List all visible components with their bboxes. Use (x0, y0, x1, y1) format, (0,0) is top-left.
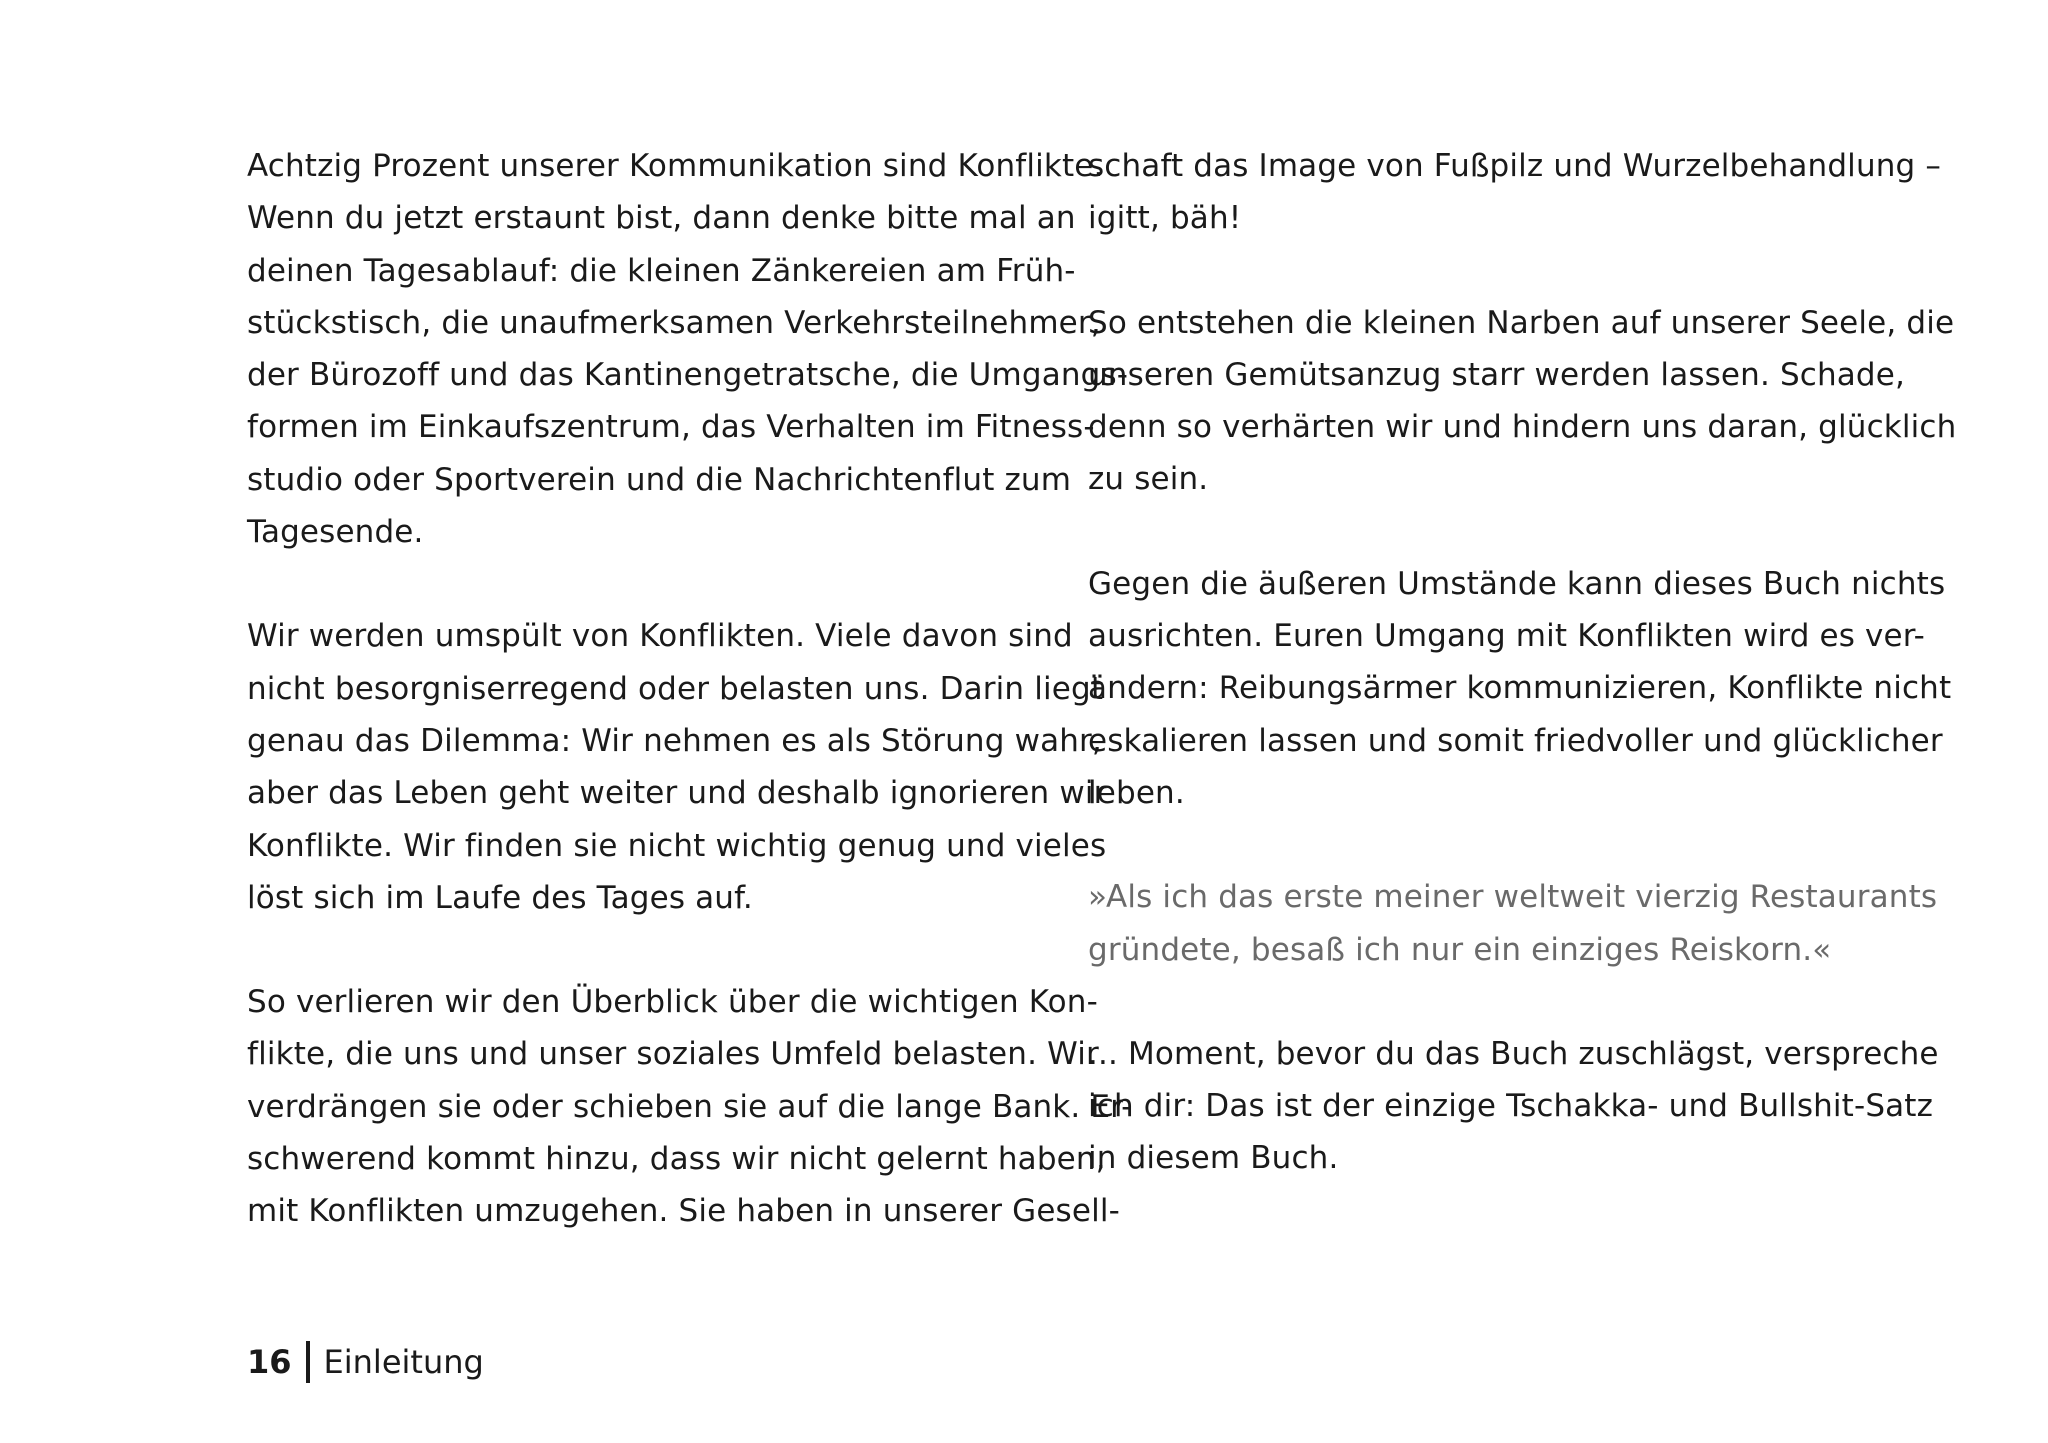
text-line: ausrichten. Euren Umgang mit Konflikten wird es ver- (1088, 618, 1926, 655)
text-line: igitt, bäh! (1088, 200, 1242, 237)
paragraph (1088, 1028, 1939, 1185)
quote-paragraph (1088, 871, 1938, 976)
text-line: mit Konflikten umzugehen. Sie haben in unserer Gesell- (247, 1193, 1120, 1230)
right-text-column (1088, 140, 1957, 1237)
text-line: stückstisch, die unaufmerksamen Verkehrsteilnehmer, (247, 304, 1101, 341)
text-line: unseren Gemütsanzug starr werden lassen. Schade, (1088, 356, 1905, 393)
text-line: schwerend kommt hinzu, dass wir nicht gelernt haben, (247, 1141, 1106, 1178)
text-line: Konflikte. Wir finden sie nicht wichtig genug und vieles (247, 827, 1107, 864)
text-line: ich dir: Das ist der einzige Tschakka- und Bullshit-Satz (1088, 1088, 1934, 1125)
text-line: genau das Dilemma: Wir nehmen es als Störung wahr, (247, 722, 1102, 759)
text-line: denn so verhärten wir und hindern uns daran, glücklich (1088, 409, 1957, 446)
paragraph (1088, 297, 1957, 506)
text-line: ändern: Reibungsärmer kommunizieren, Konflikte nicht (1088, 670, 1952, 707)
text-line: So verlieren wir den Überblick über die wichtigen Kon- (247, 984, 1098, 1021)
text-line: nicht besorgniserregend oder belasten uns. Darin liegt (247, 670, 1104, 707)
text-line: Gegen die äußeren Umstände kann dieses Buch nichts (1088, 565, 1946, 602)
paragraph (1088, 558, 1952, 819)
paragraph (1088, 140, 1942, 245)
paragraph (247, 140, 1129, 558)
text-line: eskalieren lassen und somit friedvoller und glücklicher (1088, 722, 1943, 759)
text-line: der Bürozoff und das Kantinengetratsche, die Umgangs- (247, 357, 1129, 394)
text-line: ... Moment, bevor du das Buch zuschlägst, verspreche (1088, 1035, 1939, 1072)
page-number: 16 (247, 1343, 292, 1381)
text-line: in diesem Buch. (1088, 1140, 1339, 1177)
quote-line: »Als ich das erste meiner weltweit vierzig Restaurants (1088, 879, 1938, 916)
text-line: zu sein. (1088, 461, 1209, 498)
text-line: deinen Tagesablauf: die kleinen Zänkereien am Früh- (247, 252, 1076, 289)
text-line: löst sich im Laufe des Tages auf. (247, 879, 753, 916)
page-footer (247, 1340, 484, 1384)
footer-divider (306, 1341, 310, 1383)
text-line: formen im Einkaufszentrum, das Verhalten im Fitness- (247, 409, 1095, 446)
text-line: Achtzig Prozent unserer Kommunikation sind Konflikte. (247, 148, 1104, 184)
text-line: So entstehen die kleinen Narben auf unserer Seele, die (1088, 304, 1955, 341)
section-title: Einleitung (323, 1343, 484, 1381)
text-line: studio oder Sportverein und die Nachrichtenflut zum (247, 461, 1072, 498)
text-line: leben. (1088, 774, 1185, 811)
text-line: flikte, die uns und unser soziales Umfeld belasten. Wir (247, 1036, 1099, 1073)
left-text-column (247, 140, 1133, 1290)
text-line: aber das Leben geht weiter und deshalb ignorieren wir (247, 775, 1107, 812)
paragraph (247, 976, 1133, 1237)
text-line: Tagesende. (247, 514, 424, 551)
text-line: Wenn du jetzt erstaunt bist, dann denke bitte mal an (247, 200, 1076, 237)
paragraph (247, 610, 1107, 924)
text-line: Wir werden umspült von Konflikten. Viele davon sind (247, 618, 1073, 655)
quote-line: gründete, besaß ich nur ein einziges Reiskorn.« (1088, 931, 1832, 968)
text-line: verdrängen sie oder schieben sie auf die lange Bank. Er- (247, 1088, 1133, 1125)
text-line: schaft das Image von Fußpilz und Wurzelbehandlung – (1088, 148, 1942, 184)
